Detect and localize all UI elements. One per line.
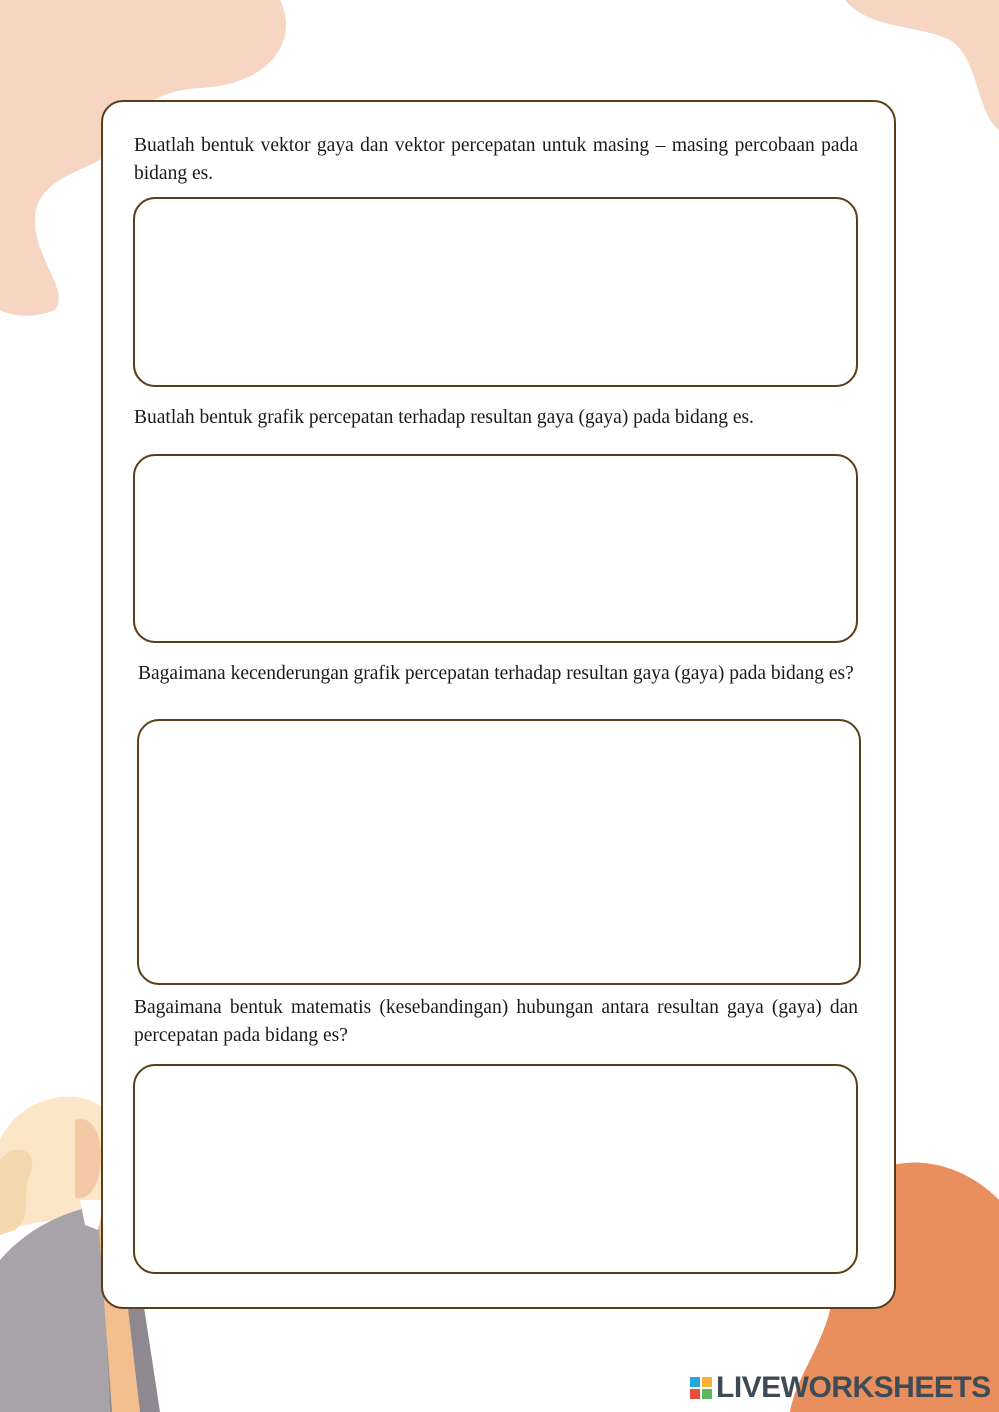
liveworksheets-logo — [690, 1372, 991, 1404]
question-4-text: Bagaimana bentuk matematis (kesebandingan) hubungan antara resultan gaya (gaya) dan percepatan pada bidang es? — [134, 997, 858, 1046]
question-2-text: Buatlah bentuk grafik percepatan terhadap resultan gaya (gaya) pada bidang es. — [134, 407, 754, 428]
question-1-text: Buatlah bentuk vektor gaya dan vektor percepatan untuk masing – masing percobaan pada bidang es. — [134, 135, 858, 184]
answer-box-3[interactable] — [137, 719, 861, 985]
question-3-text: Bagaimana kecenderungan grafik percepatan terhadap resultan gaya (gaya) pada bidang es? — [138, 663, 854, 684]
logo-text: LIVEWORKSHEETS — [716, 1371, 991, 1404]
logo-mark-icon — [690, 1377, 712, 1399]
answer-box-2[interactable] — [133, 454, 858, 643]
answer-box-1[interactable] — [133, 197, 858, 387]
answer-box-4[interactable] — [133, 1064, 858, 1274]
